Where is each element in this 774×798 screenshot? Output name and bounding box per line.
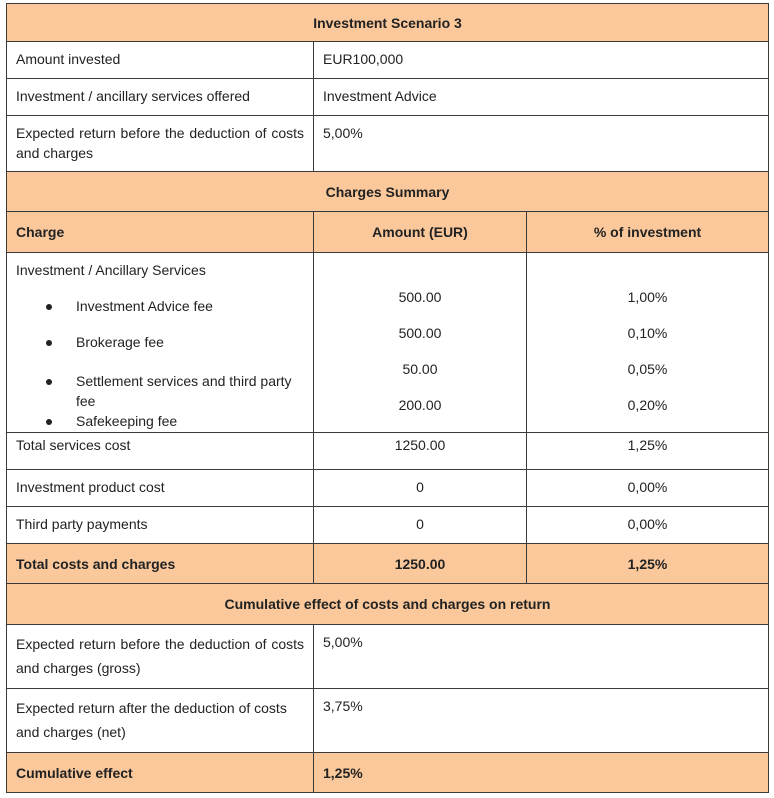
services-cell (7, 253, 314, 433)
services-offered-value: Investment Advice (314, 79, 769, 116)
scenario-title: Investment Scenario 3 (7, 4, 769, 42)
service-label: Investment Advice fee (76, 298, 213, 314)
services-list (16, 296, 304, 431)
service-amount: 500.00 (398, 325, 442, 341)
list-item (16, 332, 304, 371)
third-party-percent: 0,00% (527, 507, 769, 544)
list-item (16, 296, 304, 332)
product-cost-amount: 0 (314, 470, 527, 507)
net-return-label: Expected return after the deduction of costs and charges (net) (7, 689, 314, 753)
total-costs-amount: 1250.00 (314, 544, 527, 584)
service-percent: 0,10% (627, 325, 668, 341)
gross-return-label: Expected return before the deduction of costs and charges (gross) (7, 625, 314, 689)
list-item (16, 371, 304, 411)
service-percent: 1,00% (627, 289, 668, 305)
cumulative-effect-value: 1,25% (314, 753, 769, 793)
third-party-amount: 0 (314, 507, 527, 544)
bullet-icon (46, 379, 52, 385)
gross-return-value: 5,00% (314, 625, 769, 689)
bullet-icon (46, 419, 52, 425)
amount-invested-value: EUR100,000 (314, 42, 769, 79)
services-percents (527, 253, 769, 433)
product-cost-percent: 0,00% (527, 470, 769, 507)
service-percent: 0,05% (627, 361, 668, 377)
net-return-value: 3,75% (314, 689, 769, 753)
product-cost-label: Investment product cost (7, 470, 314, 507)
bullet-icon (46, 340, 52, 346)
service-label: Safekeeping fee (76, 413, 178, 429)
cumulative-effect-label: Cumulative effect (7, 753, 314, 793)
expected-return-value: 5,00% (314, 116, 769, 172)
total-costs-percent: 1,25% (527, 544, 769, 584)
total-services-amount: 1250.00 (314, 433, 527, 470)
services-group-label: Investment / Ancillary Services (16, 262, 206, 278)
list-item (16, 411, 304, 431)
service-amount: 500.00 (398, 289, 442, 305)
cumulative-title: Cumulative effect of costs and charges on return (7, 584, 769, 625)
service-label: Brokerage fee (76, 334, 164, 350)
charge-column-header: Charge (7, 212, 314, 253)
bullet-icon (46, 304, 52, 310)
service-amount: 50.00 (402, 361, 438, 377)
expected-return-label: Expected return before the deduction of costs and charges (7, 116, 314, 172)
services-offered-label: Investment / ancillary services offered (7, 79, 314, 116)
costs-and-charges-table (6, 3, 769, 793)
total-costs-label: Total costs and charges (7, 544, 314, 584)
percent-column-header: % of investment (527, 212, 769, 253)
service-amount: 200.00 (398, 397, 442, 413)
amount-invested-label: Amount invested (7, 42, 314, 79)
third-party-label: Third party payments (7, 507, 314, 544)
amount-column-header: Amount (EUR) (314, 212, 527, 253)
total-services-percent: 1,25% (527, 433, 769, 470)
charges-summary-title: Charges Summary (7, 172, 769, 212)
services-amounts (314, 253, 527, 433)
service-percent: 0,20% (627, 397, 668, 413)
service-label: Settlement services and third party fee (76, 373, 292, 409)
total-services-label: Total services cost (7, 433, 314, 470)
